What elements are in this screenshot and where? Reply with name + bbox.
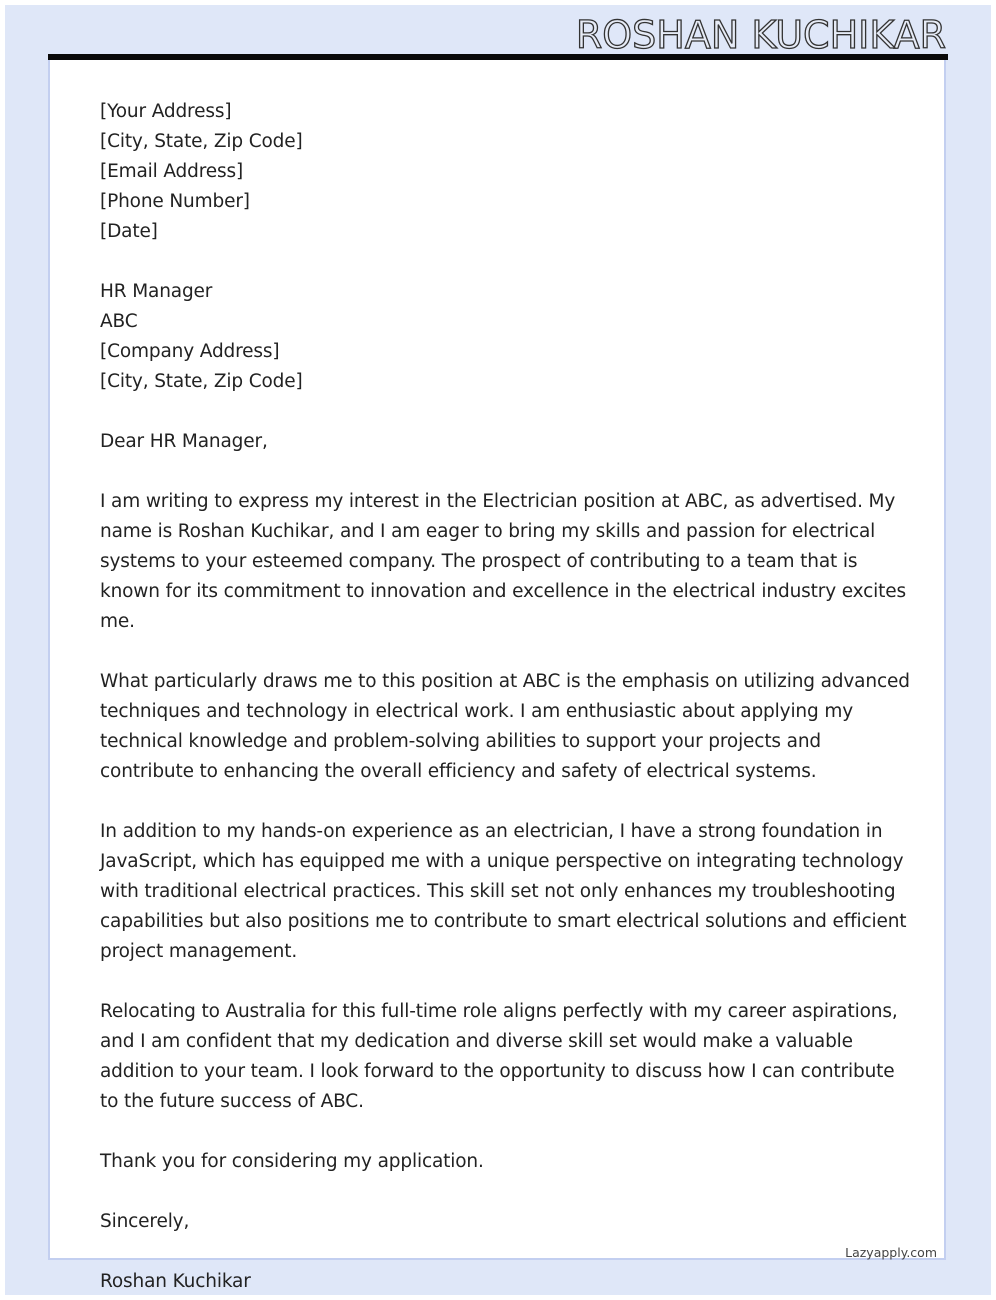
paragraph-line: Relocating to Australia for this full-time role aligns perfectly with my career aspirations, — [100, 1001, 898, 1022]
letter-body — [100, 97, 910, 1237]
recipient-title: HR Manager — [100, 281, 213, 302]
recipient-city-state-zip: [City, State, Zip Code] — [100, 371, 303, 392]
paragraph-4 — [100, 997, 900, 1117]
paragraph-line: contribute to enhancing the overall efficiency and safety of electrical systems. — [100, 761, 817, 782]
paragraph-line: capabilities but also positions me to contribute to smart electrical solutions and efficient — [100, 911, 907, 932]
recipient-block — [100, 277, 900, 397]
sender-email: [Email Address] — [100, 161, 244, 182]
signature-name: Roshan Kuchikar — [100, 1271, 251, 1292]
paragraph-1 — [100, 487, 906, 637]
paragraph-line: systems to your esteemed company. The prospect of contributing to a team that is — [100, 551, 858, 572]
paragraph-line: addition to your team. I look forward to the opportunity to discuss how I can contribute — [100, 1061, 895, 1082]
paragraph-line: known for its commitment to innovation and excellence in the electrical industry excites — [100, 581, 906, 602]
recipient-address: [Company Address] — [100, 341, 280, 362]
paragraph-2 — [100, 667, 910, 787]
paragraph-line: I am writing to express my interest in the Electrician position at ABC, as advertised. My — [100, 491, 896, 512]
paragraph-line: In addition to my hands-on experience as an electrician, I have a strong foundation in — [100, 821, 883, 842]
sender-block — [100, 97, 900, 247]
applicant-name-heading: ROSHAN KUCHIKAR — [575, 13, 946, 57]
thanks-line: Thank you for considering my application. — [100, 1151, 484, 1172]
watermark-text: Lazyapply.com — [845, 1245, 937, 1260]
paragraph-line: name is Roshan Kuchikar, and I am eager to bring my skills and passion for electrical — [100, 521, 876, 542]
paragraph-line: technical knowledge and problem-solving abilities to support your projects and — [100, 731, 821, 752]
paragraph-3 — [100, 817, 907, 967]
salutation: Dear HR Manager, — [100, 431, 268, 452]
recipient-company: ABC — [100, 311, 138, 332]
paragraph-line: and I am confident that my dedication and diverse skill set would make a valuable — [100, 1031, 853, 1052]
paragraph-line: What particularly draws me to this position at ABC is the emphasis on utilizing advanced — [100, 671, 910, 692]
sender-phone: [Phone Number] — [100, 191, 250, 212]
sender-city-state-zip: [City, State, Zip Code] — [100, 131, 303, 152]
letter-date: [Date] — [100, 221, 158, 242]
paragraph-line: to the future success of ABC. — [100, 1091, 364, 1112]
paragraph-line: me. — [100, 611, 135, 632]
sender-address: [Your Address] — [100, 101, 232, 122]
paragraph-line: JavaScript, which has equipped me with a unique perspective on integrating technology — [100, 851, 904, 872]
closing: Sincerely, — [100, 1211, 190, 1232]
paragraph-line: with traditional electrical practices. This skill set not only enhances my troubleshooting — [100, 881, 896, 902]
paragraph-line: techniques and technology in electrical work. I am enthusiastic about applying my — [100, 701, 853, 722]
paragraph-line: project management. — [100, 941, 298, 962]
